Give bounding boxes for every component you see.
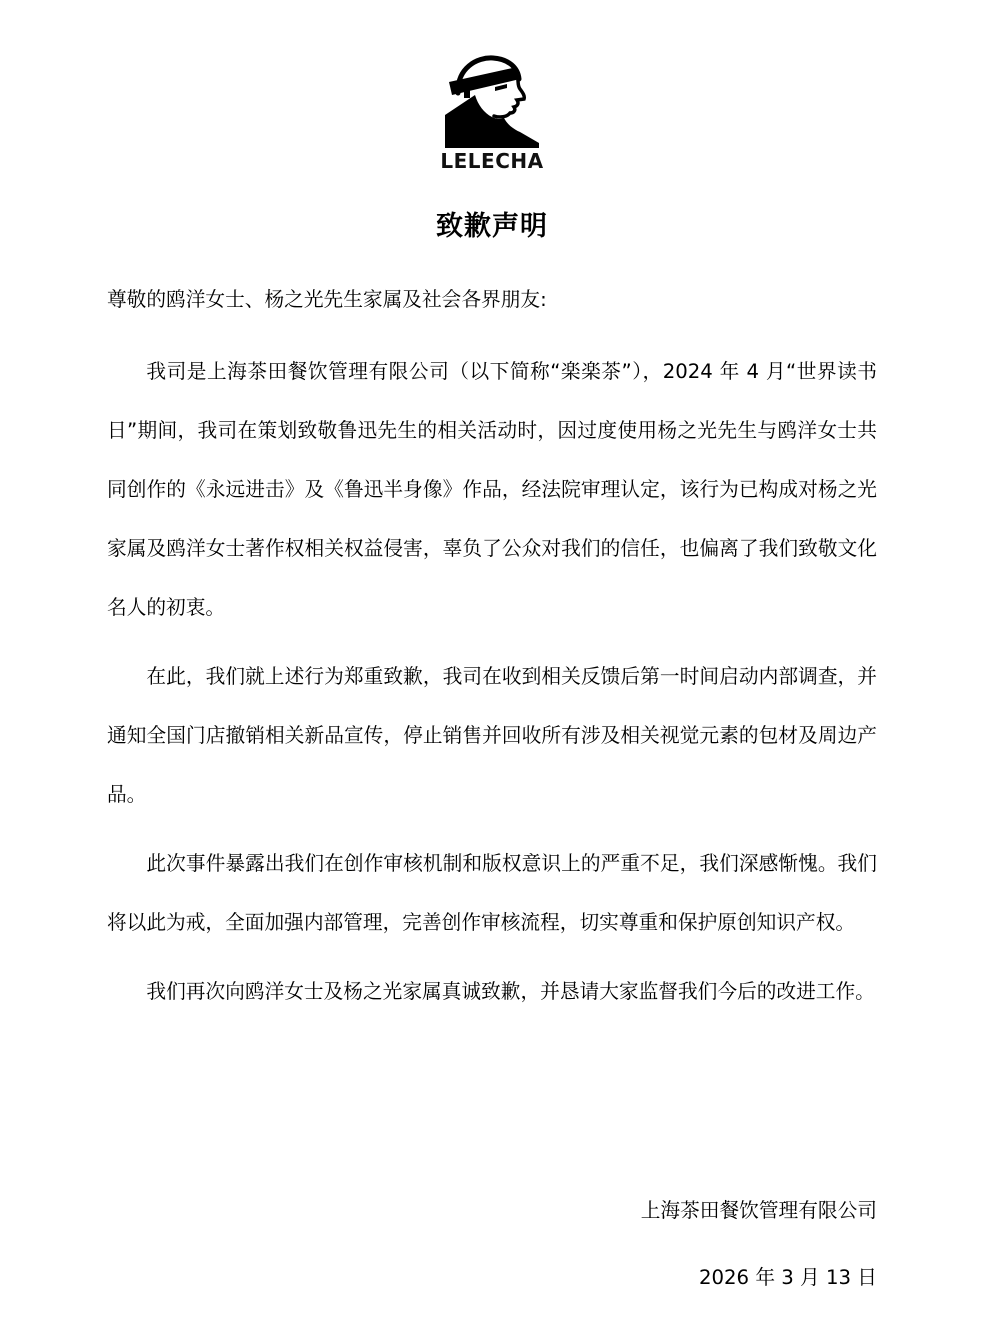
lelecha-wordmark: LELECHA — [440, 149, 544, 173]
salutation: 尊敬的鸥洋女士、杨之光先生家属及社会各界朋友: — [107, 288, 547, 311]
paragraph-4: 我们再次向鸥洋女士及杨之光家属真诚致歉，并恳请大家监督我们今后的改进工作。 — [146, 980, 875, 1003]
paragraph-3: 此次事件暴露出我们在创作审核机制和版权意识上的严重不足，我们深感惭愧。我们将以此为戒，全面加强内部管理，完善创作审核流程，切实尊重和保护原创知识产权。 — [107, 852, 877, 934]
lelecha-face-icon — [444, 55, 540, 148]
paragraph-1: 我司是上海茶田餐饮管理有限公司（以下简称“楽楽茶”），2024 年 4 月“世界读书日”期间，我司在策划致敬鲁迅先生的相关活动时，因过度使用杨之光先生与鸥洋女士共同创作的《永远进击》及《鲁迅半身像》作品，经法院审理认定，该行为已构成对杨之光家属及鸥洋女士著作权相关权益侵害，辜负了公众对我们的信任，也偏离了我们致敬文化名人的初衷。 — [107, 360, 877, 619]
company-signature: 上海茶田餐饮管理有限公司 — [640, 1199, 877, 1222]
document-title: 致歉声明 — [436, 211, 548, 242]
lelecha-logo — [107, 55, 877, 172]
document-date: 2026 年 3 月 13 日 — [698, 1266, 877, 1289]
paragraph-2: 在此，我们就上述行为郑重致歉，我司在收到相关反馈后第一时间启动内部调查，并通知全国门店撤销相关新品宣传，停止销售并回收所有涉及相关视觉元素的包材及周边产品。 — [107, 665, 877, 806]
